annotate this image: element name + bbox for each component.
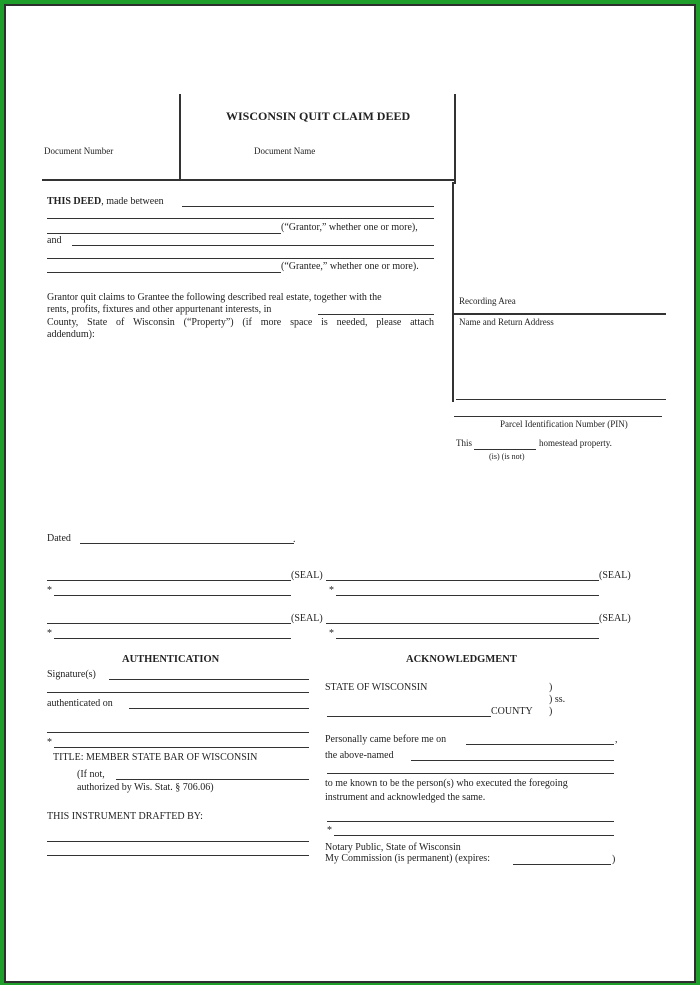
- commission-close-paren: ): [612, 854, 616, 865]
- ack-asterisk: *: [327, 825, 332, 836]
- drafted-by-field-2[interactable]: [47, 855, 309, 856]
- grantor-note: (“Grantor,” whether one or more),: [281, 222, 418, 233]
- authenticator-signature-field[interactable]: [47, 732, 309, 733]
- header-divider-right: [454, 94, 456, 184]
- party-field-1[interactable]: [182, 206, 434, 207]
- asterisk-1: *: [47, 585, 52, 596]
- grantee-field-1[interactable]: [72, 245, 434, 246]
- printed-name-field-3[interactable]: [54, 638, 291, 639]
- this-deed-label: THIS DEED: [47, 196, 102, 207]
- name-return-address-label: Name and Return Address: [459, 317, 554, 327]
- printed-name-field-1[interactable]: [54, 595, 291, 596]
- dated-label: Dated: [47, 533, 71, 544]
- document-name-label: Document Name: [254, 146, 316, 156]
- signatures-label: Signature(s): [47, 669, 96, 680]
- seal-label-3: (SEAL): [291, 613, 323, 624]
- recording-area-divider: [452, 313, 666, 315]
- drafted-by-label: THIS INSTRUMENT DRAFTED BY:: [47, 811, 203, 822]
- title-member-label: TITLE: MEMBER STATE BAR OF WISCONSIN: [53, 752, 258, 763]
- notary-label: Notary Public, State of Wisconsin: [325, 842, 461, 853]
- seal-label-1: (SEAL): [291, 570, 323, 581]
- seal-label-4: (SEAL): [599, 613, 631, 624]
- county-label: COUNTY: [491, 706, 533, 717]
- if-not-label: (If not,: [77, 769, 105, 780]
- grantee-field-3[interactable]: [47, 272, 281, 273]
- printed-name-field-4[interactable]: [336, 638, 599, 639]
- this-deed-line: [47, 196, 164, 208]
- authentication-signatures-field[interactable]: [109, 679, 309, 680]
- paren-1: ): [549, 682, 553, 693]
- state-label: STATE OF WISCONSIN: [325, 682, 428, 693]
- authentication-asterisk: *: [47, 737, 52, 748]
- para-line-4: addendum):: [47, 329, 95, 340]
- this-label: This: [456, 438, 473, 448]
- page-title: WISCONSIN QUIT CLAIM DEED: [226, 109, 411, 123]
- authenticated-on-field[interactable]: [129, 708, 309, 709]
- asterisk-2: *: [329, 585, 334, 596]
- homestead-field[interactable]: [474, 449, 536, 450]
- asterisk-3: *: [47, 628, 52, 639]
- dated-period: .: [293, 534, 296, 545]
- header-divider-left: [179, 94, 181, 180]
- recording-area-label: Recording Area: [459, 296, 516, 306]
- pin-field[interactable]: [454, 416, 662, 417]
- signature-field-4[interactable]: [326, 623, 599, 624]
- party-field-2[interactable]: [47, 218, 434, 219]
- document-page: [4, 4, 696, 983]
- signature-field-2[interactable]: [326, 580, 599, 581]
- drafted-by-field-1[interactable]: [47, 841, 309, 842]
- printed-name-field-2[interactable]: [336, 595, 599, 596]
- personally-comma: ,: [615, 734, 618, 745]
- grantor-field[interactable]: [47, 233, 281, 234]
- personally-label: Personally came before me on: [325, 734, 447, 745]
- header-bottom-rule: [42, 179, 455, 181]
- commission-label: My Commission (is permanent) (expires:: [325, 853, 490, 864]
- known-line-1: to me known to be the person(s) who executed the foregoing: [325, 778, 568, 789]
- document-number-label: Document Number: [44, 146, 114, 156]
- authentication-signatures-field-2[interactable]: [47, 692, 309, 693]
- above-named-field[interactable]: [411, 760, 614, 761]
- authenticator-name-field[interactable]: [54, 747, 309, 748]
- county-field[interactable]: [318, 314, 434, 315]
- if-not-field[interactable]: [116, 779, 309, 780]
- and-label: and: [47, 235, 62, 246]
- notary-signature-field[interactable]: [327, 821, 614, 822]
- authentication-heading: AUTHENTICATION: [122, 654, 220, 665]
- homestead-label: homestead property.: [539, 438, 612, 448]
- grantee-note: (“Grantee,” whether one or more).: [281, 261, 419, 272]
- authorized-label: authorized by Wis. Stat. § 706.06): [77, 782, 214, 793]
- ss-label: ) ss.: [549, 694, 566, 705]
- dated-field[interactable]: [80, 543, 294, 544]
- asterisk-4: *: [329, 628, 334, 639]
- above-named-label: the above-named: [325, 750, 394, 761]
- acknowledgment-heading: ACKNOWLEDGMENT: [406, 654, 517, 665]
- return-address-bottom: [456, 399, 666, 400]
- para-line-3: County, State of Wisconsin (“Property”) (if more space is needed, please attach: [47, 317, 434, 328]
- known-line-2: instrument and acknowledged the same.: [325, 792, 486, 803]
- pin-label: Parcel Identification Number (PIN): [500, 419, 628, 429]
- personally-date-field[interactable]: [466, 744, 614, 745]
- notary-name-field[interactable]: [334, 835, 614, 836]
- para-line-2: rents, profits, fixtures and other appurtenant interests, in: [47, 304, 272, 315]
- is-isnot-label: (is) (is not): [489, 452, 525, 461]
- signature-field-1[interactable]: [47, 580, 291, 581]
- above-named-field-2[interactable]: [327, 773, 614, 774]
- paren-3: ): [549, 706, 553, 717]
- commission-field[interactable]: [513, 864, 611, 865]
- county-ack-field[interactable]: [327, 716, 491, 717]
- seal-label-2: (SEAL): [599, 570, 631, 581]
- signature-field-3[interactable]: [47, 623, 291, 624]
- para-line-1: Grantor quit claims to Grantee the following described real estate, together with the: [47, 292, 382, 303]
- made-between-label: , made between: [101, 196, 164, 207]
- grantee-field-2[interactable]: [47, 258, 434, 259]
- recording-area-left-border: [452, 182, 454, 402]
- authenticated-on-label: authenticated on: [47, 698, 113, 709]
